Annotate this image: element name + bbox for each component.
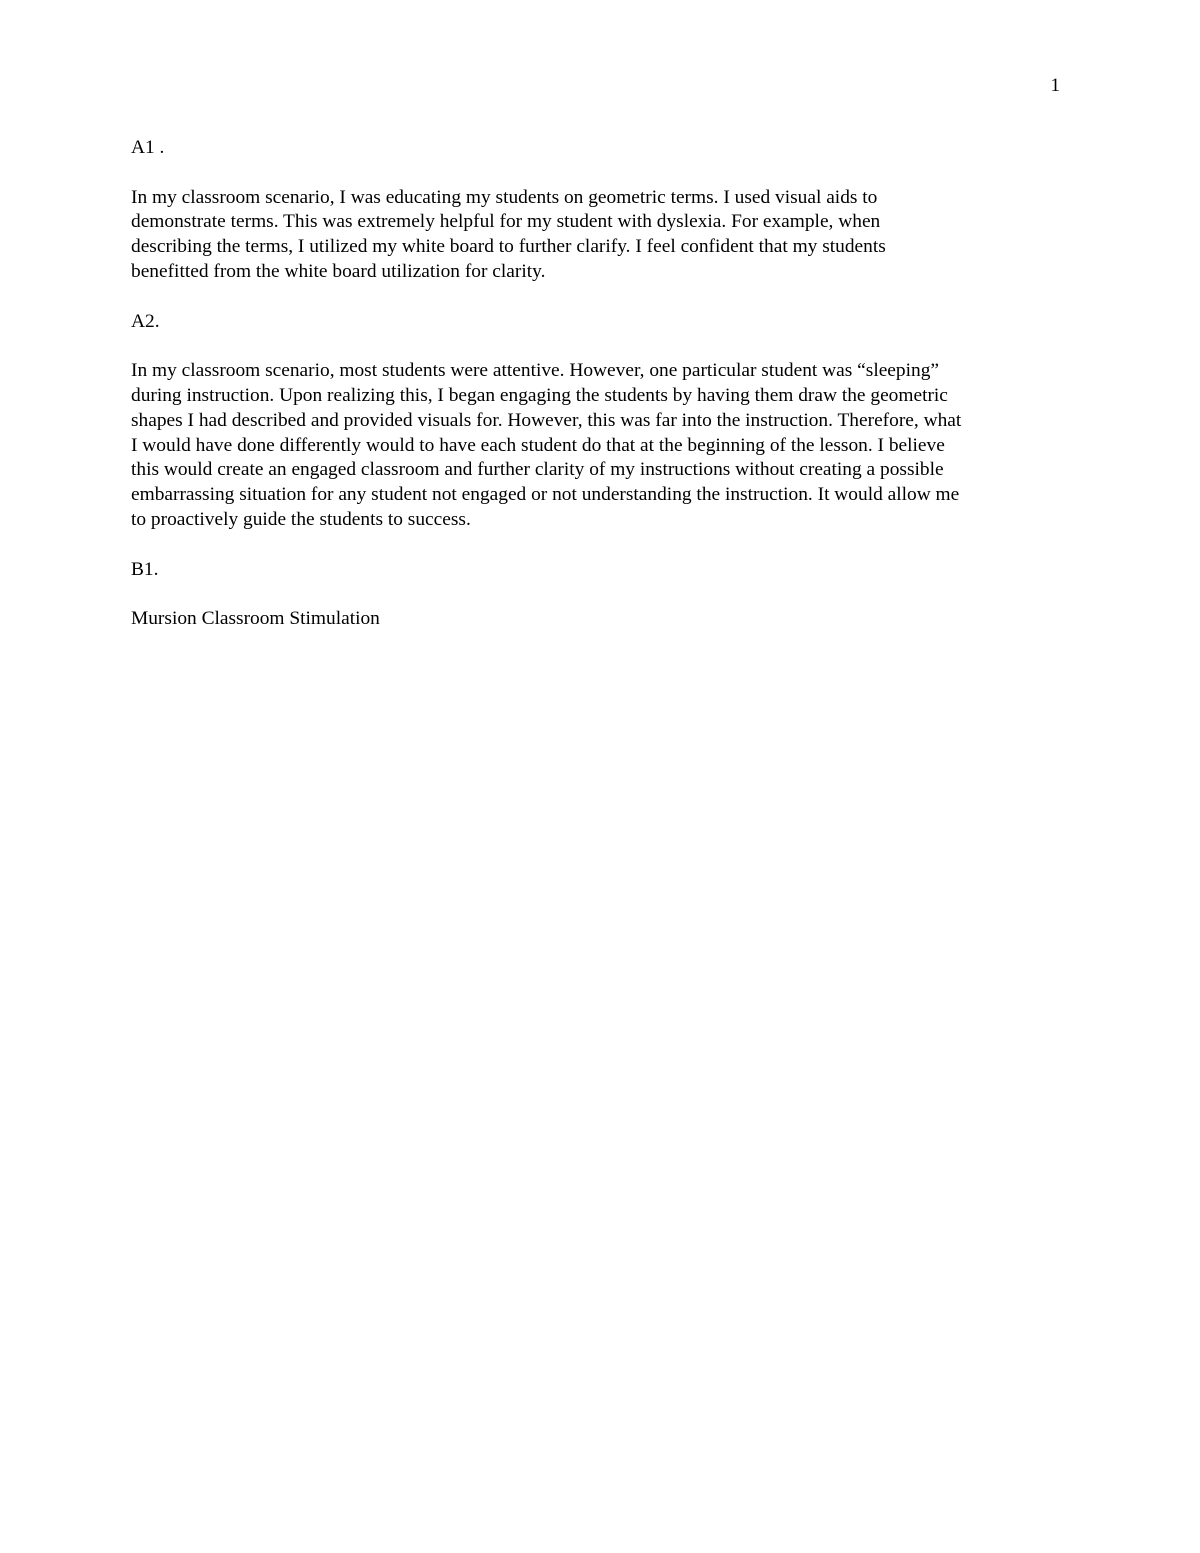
text-line: demonstrate terms. This was extremely helpful for my student with dyslexia. For example, when [131, 211, 881, 233]
text-line: In my classroom scenario, most students were attentive. However, one particular student was “sleeping” [131, 360, 939, 382]
text-line: this would create an engaged classroom and further clarity of my instructions without creating a possible [131, 459, 944, 481]
section-a1-paragraph [131, 186, 1071, 285]
text-line: shapes I had described and provided visuals for. However, this was far into the instruction. Therefore, what [131, 409, 962, 431]
text-line: to proactively guide the students to success. [131, 508, 471, 530]
section-a2-heading: A2. [131, 310, 160, 332]
section-a1-heading: A1 . [131, 137, 165, 158]
text-line: benefitted from the white board utilization for clarity. [131, 260, 546, 282]
text-line: Mursion Classroom Stimulation [131, 608, 380, 630]
section-b1-paragraph [131, 607, 1071, 632]
section-b1-heading: B1. [131, 558, 159, 580]
text-line: embarrassing situation for any student not engaged or not understanding the instruction. It would allow me [131, 484, 960, 506]
text-line: I would have done differently would to have each student do that at the beginning of the lesson. I believe [131, 434, 945, 456]
document-body [131, 136, 1071, 657]
text-line: In my classroom scenario, I was educating my students on geometric terms. I used visual aids to [131, 186, 878, 208]
section-a2-paragraph [131, 359, 1071, 533]
text-line: describing the terms, I utilized my white board to further clarify. I feel confident that my students [131, 236, 886, 258]
page-number: 1 [1050, 75, 1060, 96]
text-line: during instruction. Upon realizing this, I began engaging the students by having them draw the geometric [131, 384, 948, 406]
